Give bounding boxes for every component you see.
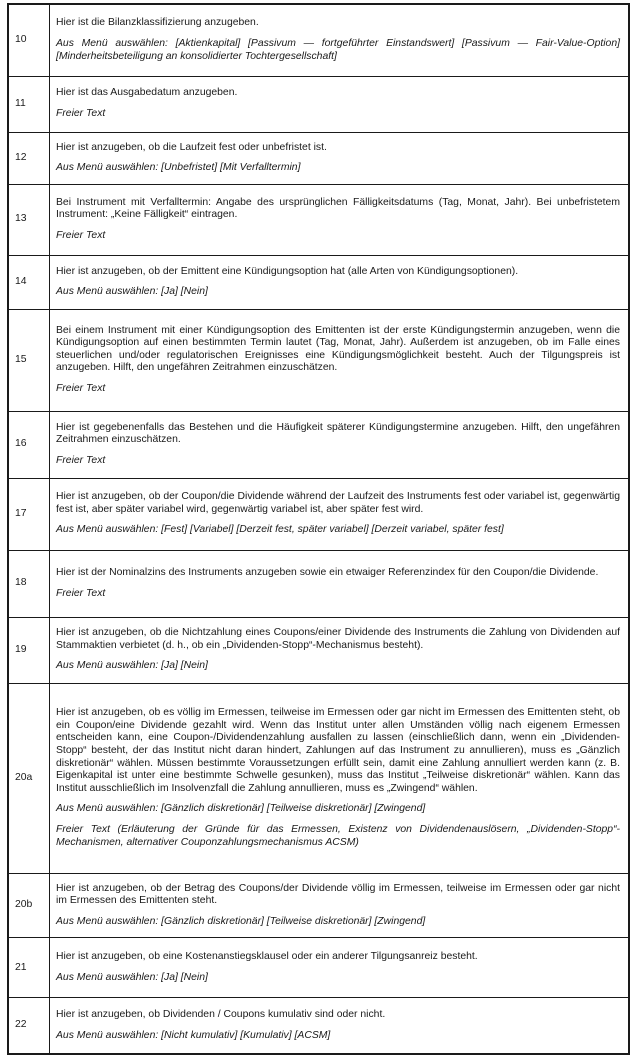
row-number: 16 [8, 411, 50, 478]
row-input-type: Aus Menü auswählen: [Gänzlich diskretionär] [Teilweise diskretionär] [Zwingend] [56, 915, 426, 927]
instructions-table [7, 3, 630, 1055]
table-row [8, 617, 629, 683]
table-row [8, 309, 629, 411]
row-content [50, 255, 630, 309]
table-row [8, 550, 629, 617]
row-description: Hier ist anzugeben, ob der Betrag des Coupons/der Dividende völlig im Ermessen, teilweise im Ermessen oder gar nicht im Ermessen des Emittenten steht. [56, 882, 620, 907]
row-content [50, 683, 630, 873]
row-input-type: Freier Text [56, 454, 106, 466]
row-number: 12 [8, 132, 50, 184]
row-input-type: Freier Text [56, 229, 106, 241]
row-number: 19 [8, 617, 50, 683]
row-description: Hier ist anzugeben, ob die Laufzeit fest oder unbefristet ist. [56, 141, 327, 153]
row-description: Hier ist anzugeben, ob es völlig im Ermessen, teilweise im Ermessen oder gar nicht im Ermessen des Emittenten steht, ob ein Coupon/eine Dividende gezahlt wird. Wenn das Institut unter allen Umständen völlig nach eigenem Ermessen entscheiden kann, eine Coupon-/Dividendenzahlung ausfallen zu lassen (einschließlich dann, wenn ein „Dividenden-Stopp“ besteht, der das Institut nicht daran hindert, Zahlungen auf das Instrument zu annullieren), muss es „Gänzlich diskretionär“ wählen. Müssen bestimmte Voraussetzungen erfüllt sein, damit eine Zahlung annulliert werden kann (z. B. Eigenkapital ist unter eine bestimmte Schwelle gesunken), muss das Institut „Teilweise diskretionär“ wählen. Kann das Institut ausschließlich im Insolvenzfall die Zahlung annullieren, muss es „Zwingend“ wählen. [56, 707, 620, 794]
row-input-type: Aus Menü auswählen: [Unbefristet] [Mit Verfalltermin] [56, 162, 301, 174]
table-row [8, 184, 629, 255]
row-description: Hier ist das Ausgabedatum anzugeben. [56, 87, 238, 99]
row-number: 17 [8, 478, 50, 550]
row-description: Hier ist gegebenenfalls das Bestehen und die Häufigkeit späterer Kündigungstermine anzugeben. Hilft, den ungefähren Zeitrahmen einzuschätzen. [56, 421, 620, 446]
row-content [50, 550, 630, 617]
table-row [8, 76, 629, 132]
table-row [8, 683, 629, 873]
row-input-type: Aus Menü auswählen: [Fest] [Variabel] [Derzeit fest, später variabel] [Derzeit variabel, später fest] [56, 524, 504, 536]
row-content [50, 76, 630, 132]
row-input-type: Freier Text [56, 587, 106, 599]
row-number: 18 [8, 550, 50, 617]
row-number: 11 [8, 76, 50, 132]
table-row [8, 873, 629, 938]
row-input-type-free-text: Freier Text (Erläuterung der Gründe für das Ermessen, Existenz von Dividendenauslösern, „Dividenden-Stopp“-Mechanismen, alternativer Couponzahlungsmechanismus ACSM) [56, 823, 620, 848]
row-input-type: Aus Menü auswählen: [Gänzlich diskretionär] [Teilweise diskretionär] [Zwingend] [56, 803, 426, 815]
row-description: Hier ist anzugeben, ob eine Kostenanstiegsklausel oder ein anderer Tilgungsanreiz besteht. [56, 951, 478, 963]
table-row [8, 478, 629, 550]
table-row [8, 255, 629, 309]
table-row [8, 132, 629, 184]
row-description: Hier ist anzugeben, ob Dividenden / Coupons kumulativ sind oder nicht. [56, 1009, 386, 1021]
row-description: Hier ist anzugeben, ob die Nichtzahlung eines Coupons/einer Dividende des Instruments die Zahlung von Dividenden auf Stammaktien verbietet (d. h., ob ein „Dividenden-Stopp“-Mechanismus besteht). [56, 627, 620, 651]
row-number: 13 [8, 184, 50, 255]
row-input-type: Aus Menü auswählen: [Nicht kumulativ] [Kumulativ] [ACSM] [56, 1029, 331, 1041]
row-content [50, 998, 630, 1054]
row-content [50, 132, 630, 184]
row-number: 14 [8, 255, 50, 309]
table-row [8, 4, 629, 76]
row-number: 22 [8, 998, 50, 1054]
row-content [50, 478, 630, 550]
row-number: 21 [8, 938, 50, 998]
row-input-type: Aus Menü auswählen: [Ja] [Nein] [56, 286, 208, 298]
row-input-type: Aus Menü auswählen: [Ja] [Nein] [56, 660, 208, 672]
row-description: Hier ist der Nominalzins des Instruments anzugeben sowie ein etwaiger Referenzindex für den Coupon/die Dividende. [56, 567, 599, 579]
row-number: 20a [8, 683, 50, 873]
row-number: 10 [8, 4, 50, 76]
row-content [50, 309, 630, 411]
row-description: Bei einem Instrument mit einer Kündigungsoption des Emittenten ist der erste Kündigungstermin anzugeben, wenn die Kündigungsoption auf einen bestimmten Termin lautet (Tag, Monat, Jahr). Außerdem ist anzugeben, ob im Falle eines steuerlichen und/oder regulatorischen Ereignisses eine Kündigungsmöglichkeit besteht. Auch der Tilgungspreis ist anzugeben. Hilft, den ungefähren Zeitrahmen einzuschätzen. [56, 324, 620, 374]
row-description: Bei Instrument mit Verfalltermin: Angabe des ursprünglichen Fälligkeitsdatums (Tag, Monat, Jahr). Bei unbefristetem Instrument: „Keine Fälligkeit“ eintragen. [56, 196, 620, 221]
table-row [8, 938, 629, 998]
row-content [50, 411, 630, 478]
row-content [50, 184, 630, 255]
row-description: Hier ist die Bilanzklassifizierung anzugeben. [56, 17, 259, 29]
row-description: Hier ist anzugeben, ob der Emittent eine Kündigungsoption hat (alle Arten von Kündigungsoptionen). [56, 265, 519, 277]
row-number: 20b [8, 873, 50, 938]
row-content [50, 4, 630, 76]
row-input-type: Freier Text [56, 383, 106, 395]
row-content [50, 938, 630, 998]
row-number: 15 [8, 309, 50, 411]
row-description: Hier ist anzugeben, ob der Coupon/die Dividende während der Laufzeit des Instruments fest oder variabel ist, gegenwärtig fest ist, aber später variabel wird, gegenwärtig variabel ist, aber später fest wird. [56, 491, 620, 515]
table-row [8, 411, 629, 478]
row-input-type: Aus Menü auswählen: [Ja] [Nein] [56, 971, 208, 983]
row-input-type: Aus Menü auswählen: [Aktienkapital] [Passivum — fortgeführter Einstandswert] [Passivum — Fair-Value-Option] [Minderheitsbeteiligung an konsolidierter Tochtergesellschaft] [56, 37, 620, 62]
row-content [50, 873, 630, 938]
row-content [50, 617, 630, 683]
table-row [8, 998, 629, 1054]
row-input-type: Freier Text [56, 108, 106, 119]
